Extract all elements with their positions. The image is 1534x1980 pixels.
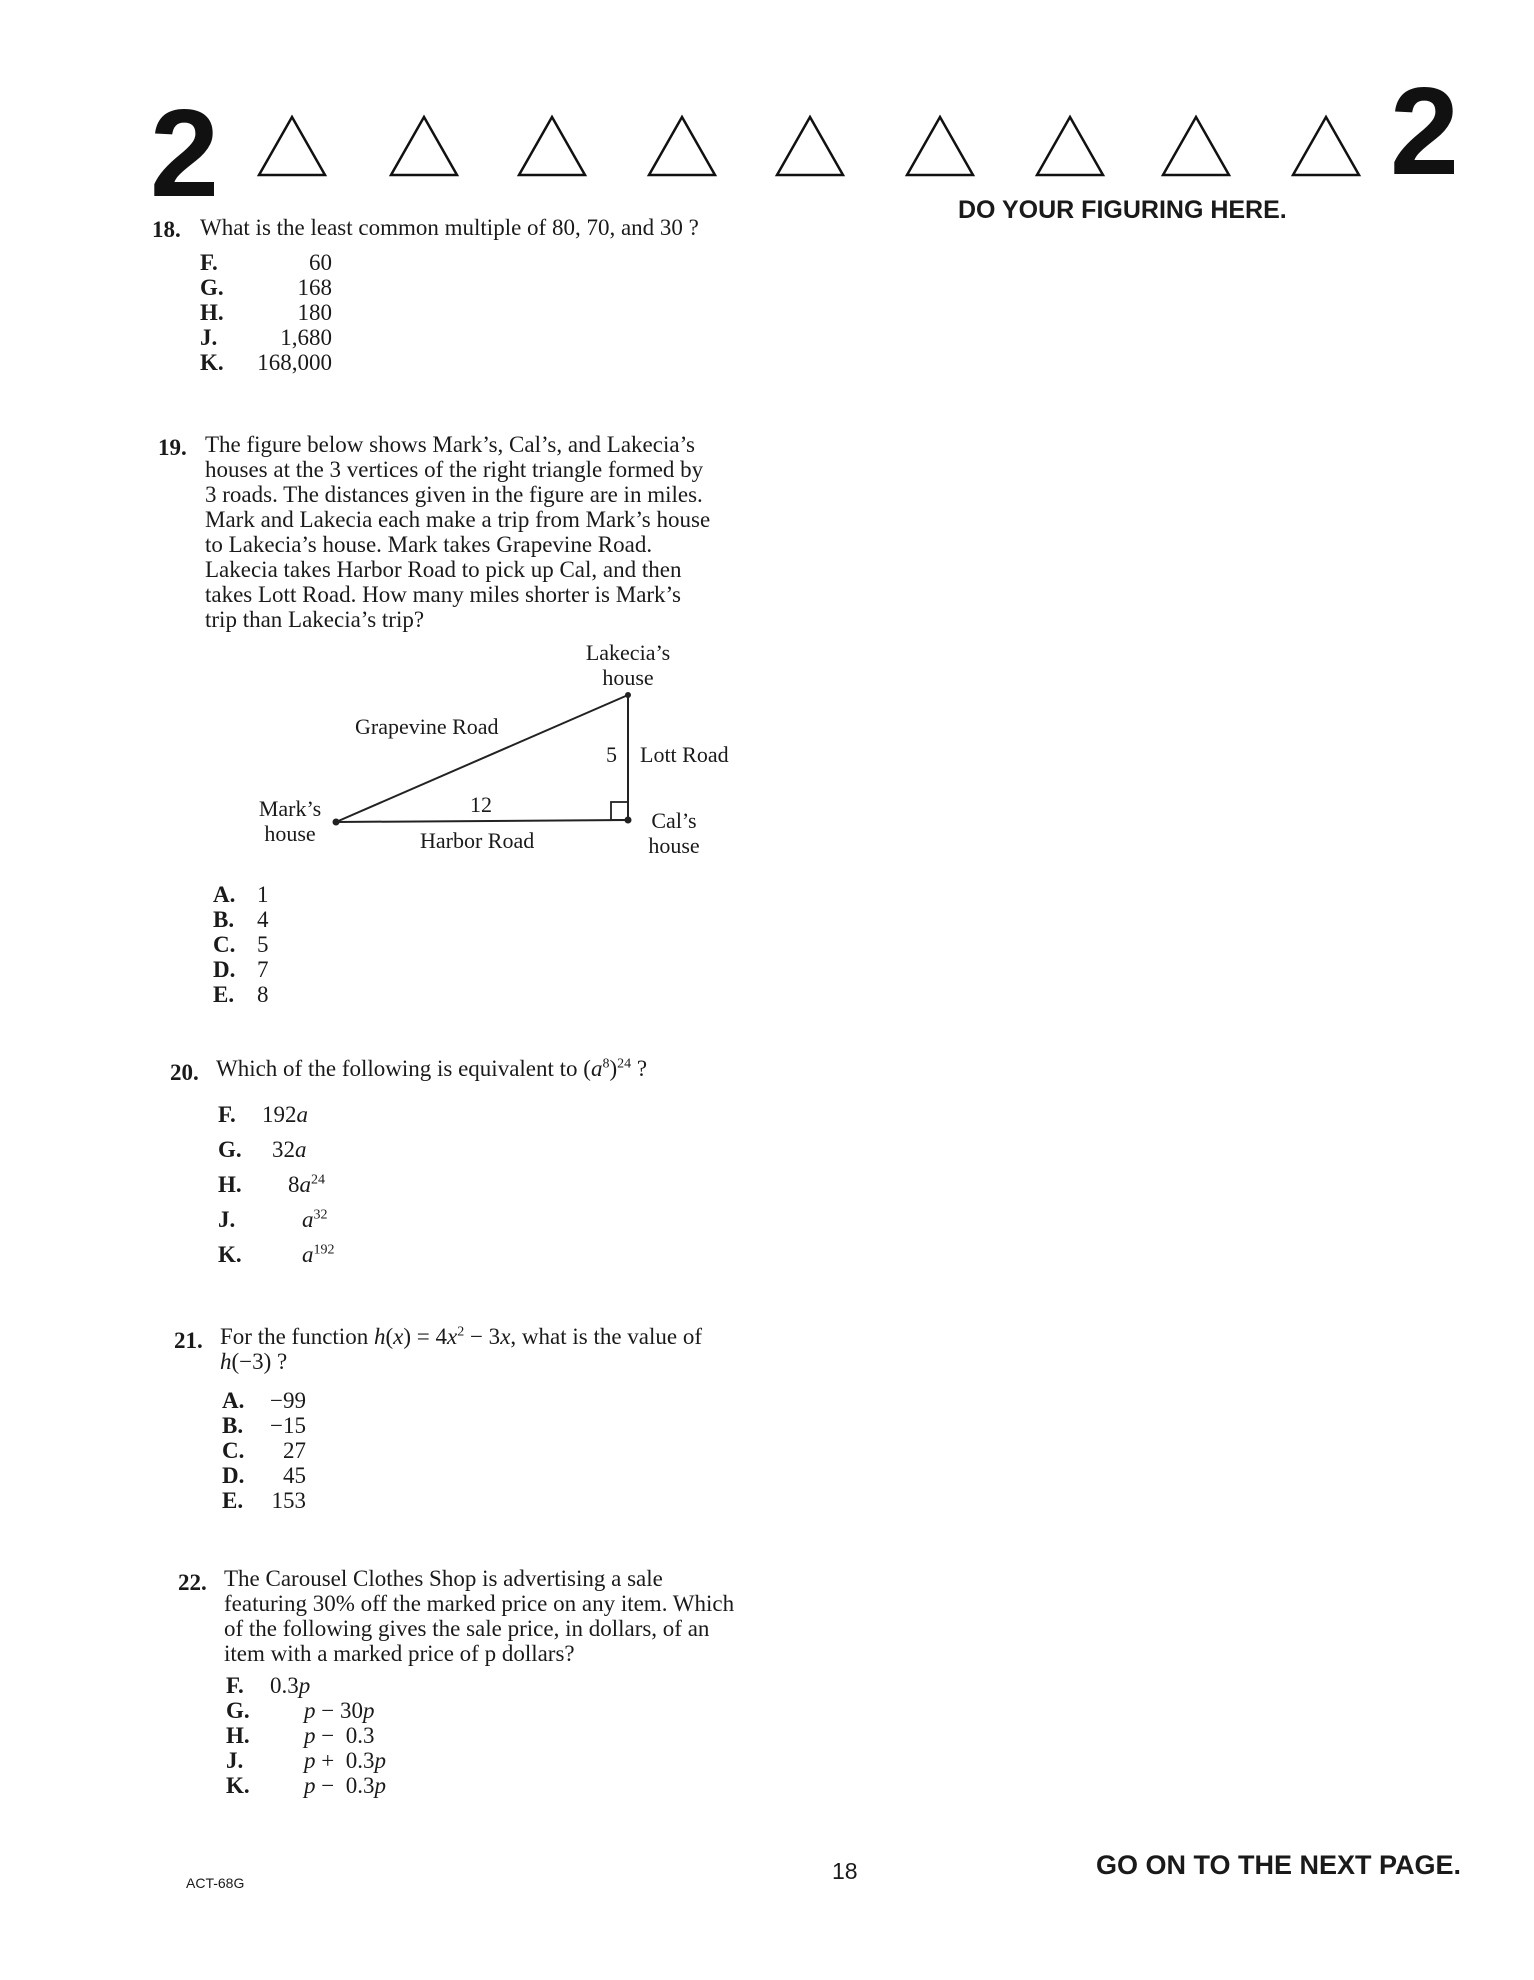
choice-value: 7 — [257, 957, 269, 982]
next-page-label: GO ON TO THE NEXT PAGE. — [1096, 1850, 1462, 1880]
question-stem: What is the least common multiple of 80, 70, and 30 ? — [200, 215, 699, 240]
choice-b[interactable] — [213, 907, 269, 932]
question-stem — [216, 1056, 816, 1081]
choice-value: 60 — [309, 250, 332, 275]
choice-e[interactable] — [213, 982, 269, 1007]
choice-letter: G. — [226, 1698, 250, 1723]
cal-vertex — [625, 817, 632, 824]
choice-letter: F. — [226, 1673, 244, 1698]
choice-value: 32a — [272, 1137, 307, 1162]
choice-value: 168 — [297, 275, 332, 300]
mark-house-label: Mark’s house — [258, 796, 322, 846]
figuring-label: DO YOUR FIGURING HERE. — [958, 196, 1287, 224]
choice-value: 27 — [283, 1438, 306, 1463]
choice-d[interactable] — [213, 957, 269, 982]
choice-letter: J. — [200, 325, 218, 350]
choice-value: 168,000 — [257, 350, 332, 375]
choice-value: 153 — [271, 1488, 306, 1513]
choice-k[interactable] — [218, 1242, 335, 1267]
choice-value: p − 0.3 — [304, 1723, 375, 1748]
choice-f[interactable] — [218, 1102, 308, 1127]
choice-j[interactable] — [218, 1207, 328, 1232]
choice-a[interactable] — [222, 1388, 306, 1413]
stem-line: to Lakecia’s house. Mark takes Grapevine Road. — [205, 532, 653, 557]
right-angle-marker — [611, 802, 628, 820]
choice-value: $8a^{24}$ — [288, 1172, 325, 1197]
cal-house-label: Cal’s house — [648, 808, 700, 858]
stem-line: takes Lott Road. How many miles shorter is Mark’s — [205, 582, 681, 607]
choice-letter: D. — [213, 957, 236, 982]
choice-value: 180 — [297, 300, 332, 325]
choice-letter: H. — [200, 300, 224, 325]
choice-letter: H. — [218, 1172, 242, 1197]
stem-line: featuring 30% off the marked price on any item. Which — [224, 1591, 735, 1616]
choice-g[interactable] — [218, 1137, 307, 1162]
question-number: 18. — [152, 217, 181, 242]
choice-value: 45 — [283, 1463, 306, 1488]
stem-line: The figure below shows Mark’s, Cal’s, and Lakecia’s — [205, 432, 695, 457]
choice-value: p − 0.3p — [304, 1773, 386, 1798]
stem-line: Lakecia takes Harbor Road to pick up Cal, and then — [205, 557, 682, 582]
section-number-left: 2 — [150, 85, 219, 223]
question-number: 21. — [174, 1328, 203, 1353]
choice-a[interactable] — [213, 882, 269, 907]
stem-expression: $(a^8)^{24}$ ? — [583, 1056, 648, 1081]
choice-letter: H. — [226, 1723, 250, 1748]
choice-value: $a^{32}$ — [302, 1207, 328, 1232]
choice-value: 0.3p — [270, 1673, 311, 1698]
choice-h[interactable] — [218, 1172, 325, 1197]
question-number: 19. — [158, 435, 187, 460]
choice-letter: B. — [222, 1413, 244, 1438]
harbor-road-label: Harbor Road — [420, 828, 535, 853]
choice-f[interactable] — [226, 1673, 310, 1698]
choice-letter: B. — [213, 907, 235, 932]
choice-value: 8 — [257, 982, 269, 1007]
form-code: ACT-68G — [186, 1875, 245, 1891]
harbor-road-line — [336, 820, 628, 822]
choice-value: 5 — [257, 932, 269, 957]
stem-line: of the following gives the sale price, in dollars, of an — [224, 1616, 710, 1641]
choice-letter: E. — [222, 1488, 244, 1513]
question-stem — [224, 1566, 809, 1666]
choice-value: p + 0.3p — [304, 1748, 386, 1773]
stem-line: The Carousel Clothes Shop is advertising a sale — [224, 1566, 663, 1591]
choice-value: −15 — [270, 1413, 306, 1438]
stem-line: houses at the 3 vertices of the right triangle formed by — [205, 457, 704, 482]
lakecia-vertex — [625, 692, 631, 698]
page-number: 18 — [832, 1858, 858, 1884]
choice-g[interactable] — [226, 1698, 374, 1723]
choice-letter: A. — [213, 882, 236, 907]
choice-value: 4 — [257, 907, 269, 932]
choice-letter: G. — [218, 1137, 242, 1162]
choice-value: p − 30p — [304, 1698, 375, 1723]
choice-d[interactable] — [222, 1463, 306, 1488]
choice-letter: K. — [218, 1242, 242, 1267]
stem-line: Mark and Lakecia each make a trip from Mark’s house — [205, 507, 711, 532]
choice-j[interactable] — [226, 1748, 386, 1773]
choice-value: 1,680 — [280, 325, 332, 350]
choice-value: −99 — [270, 1388, 306, 1413]
stem-line: trip than Lakecia’s trip? — [205, 607, 425, 632]
stem-text: Which of the following is equivalent to — [216, 1056, 578, 1081]
choice-letter: K. — [226, 1773, 250, 1798]
choice-e[interactable] — [222, 1488, 306, 1513]
grapevine-road-label: Grapevine Road — [355, 714, 499, 739]
choice-letter: A. — [222, 1388, 245, 1413]
choice-letter: E. — [213, 982, 235, 1007]
choice-letter: C. — [222, 1438, 245, 1463]
choice-value: 1 — [257, 882, 269, 907]
question-number: 22. — [178, 1570, 207, 1595]
harbor-road-length: 12 — [470, 792, 492, 817]
choice-h[interactable] — [226, 1723, 374, 1748]
lakecia-house-label: Lakecia’s house — [585, 640, 671, 690]
choice-k[interactable] — [226, 1773, 386, 1798]
stem-line: item with a marked price of p dollars? — [224, 1641, 575, 1666]
stem-line: 3 roads. The distances given in the figure are in miles. — [205, 482, 703, 507]
choice-c[interactable] — [222, 1438, 306, 1463]
choice-letter: J. — [226, 1748, 244, 1773]
choice-c[interactable] — [213, 932, 269, 957]
question-number: 20. — [170, 1060, 199, 1085]
choice-letter: K. — [200, 350, 224, 375]
choice-letter: C. — [213, 932, 236, 957]
choice-letter: G. — [200, 275, 224, 300]
choice-value: 192a — [262, 1102, 308, 1127]
choice-value: $a^{192}$ — [302, 1242, 335, 1267]
choice-letter: D. — [222, 1463, 245, 1488]
lott-road-length: 5 — [606, 742, 617, 767]
choice-letter: F. — [200, 250, 218, 275]
choice-letter: J. — [218, 1207, 236, 1232]
question-stem: For the function $h(x) = 4x^2 - 3x$, what is the value of h(−3) ? — [220, 1324, 703, 1374]
choice-b[interactable] — [222, 1413, 306, 1438]
lott-road-label: Lott Road — [640, 742, 729, 767]
choice-letter: F. — [218, 1102, 236, 1127]
mark-vertex — [333, 819, 340, 826]
section-number-right: 2 — [1390, 63, 1459, 201]
